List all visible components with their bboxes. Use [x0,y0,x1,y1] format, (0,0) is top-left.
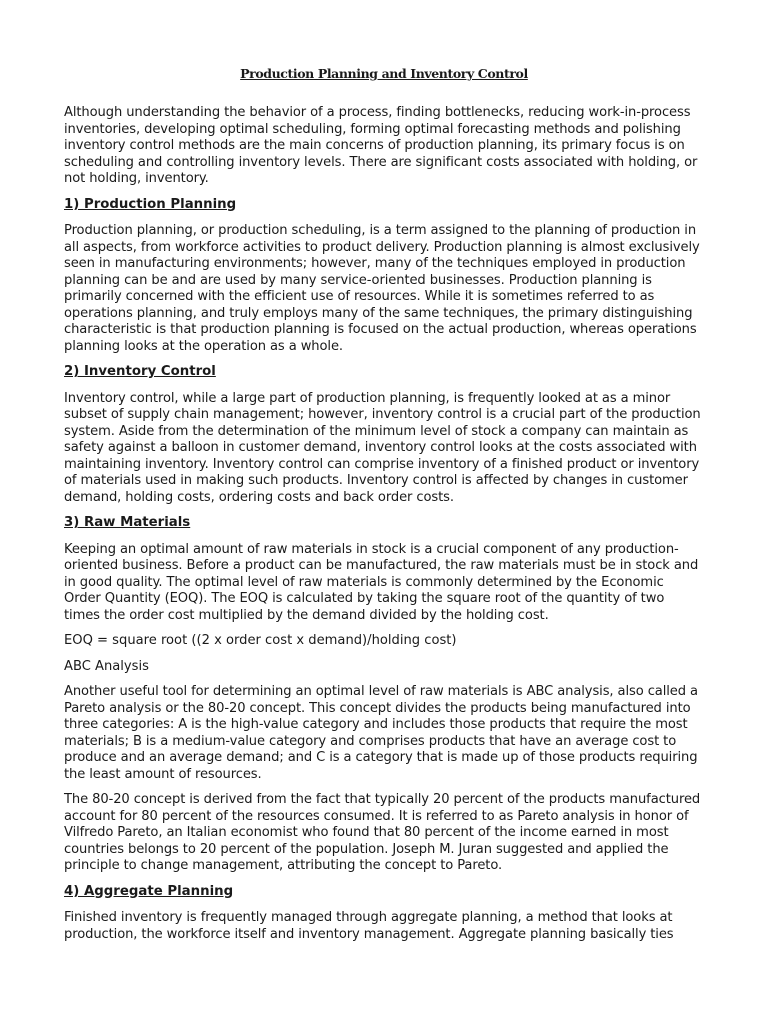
section-heading-inventory-control: 2) Inventory Control [64,364,216,379]
abc-analysis-paragraph: Another useful tool for determining an optimal level of raw materials is ABC analysis, also called a Pareto analysis or the 80-20 concept. This concept divides the products being manufactured into three categories: A is the high-value category and includes those products that require the most materials; B is a medium-value category and comprises products that have an average cost to produce and an average demand; and C is a category that is made up of those products requiring the least amount of resources. [64,684,698,782]
abc-analysis-subheading: ABC Analysis [64,658,149,674]
production-planning-paragraph: Production planning, or production scheduling, is a term assigned to the planning of production in all aspects, from workforce activities to product delivery. Production planning is almost exclusively seen in manufacturing environments; however, many of the techniques employed in production planning can be and are used by many service-oriented businesses. Production planning is primarily concerned with the efficient use of resources. While it is sometimes referred to as operations planning, and truly employs many of the same techniques, the primary distinguishing characteristic is that production planning is focused on the actual production, whereas operations planning looks at the operation as a whole. [64,223,700,354]
section-heading-raw-materials: 3) Raw Materials [64,515,191,530]
pareto-paragraph: The 80-20 concept is derived from the fact that typically 20 percent of the products manufactured account for 80 percent of the resources consumed. It is referred to as Pareto analysis in honor of Vilfredo Pareto, an Italian economist who found that 80 percent of the income earned in most countries belongs to 20 percent of the population. Joseph M. Juran suggested and applied the principle to change management, attributing the concept to Pareto. [64,792,701,873]
eoq-formula: EOQ = square root ((2 x order cost x demand)/holding cost) [64,633,457,648]
document-title: Production Planning and Inventory Control [240,66,528,81]
inventory-control-paragraph: Inventory control, while a large part of production planning, is frequently looked at as a minor subset of supply chain management; however, inventory control is a crucial part of the production system. Aside from the determination of the minimum level of stock a company can maintain as safety against a balloon in customer demand, inventory control looks at the costs associated with maintaining inventory. Inventory control can comprise inventory of a finished product or inventory of materials used in making such products. Inventory control is affected by changes in customer demand, holding costs, ordering costs and back order costs. [64,390,701,505]
raw-materials-paragraph: Keeping an optimal amount of raw materials in stock is a crucial component of any production-oriented business. Before a product can be manufactured, the raw materials must be in stock and in good quality. The optimal level of raw materials is commonly determined by the Economic Order Quantity (EOQ). The EOQ is calculated by taking the square root of the quantity of two times the order cost multiplied by the demand divided by the holding cost. [64,541,699,623]
section-heading-production-planning: 1) Production Planning [64,196,237,212]
intro-paragraph: Although understanding the behavior of a process, finding bottlenecks, reducing work-in-process inventories, developing optimal scheduling, forming optimal forecasting methods and polishing inventory control methods are the main concerns of production planning, its primary focus is on scheduling and controlling inventory levels. There are significant costs associated with holding, or not holding, inventory. [64,105,698,186]
section-heading-aggregate-planning: 4) Aggregate Planning [64,883,234,899]
aggregate-planning-paragraph: Finished inventory is frequently managed through aggregate planning, a method that looks at production, the workforce itself and inventory management. Aggregate planning basically ties [64,910,674,942]
